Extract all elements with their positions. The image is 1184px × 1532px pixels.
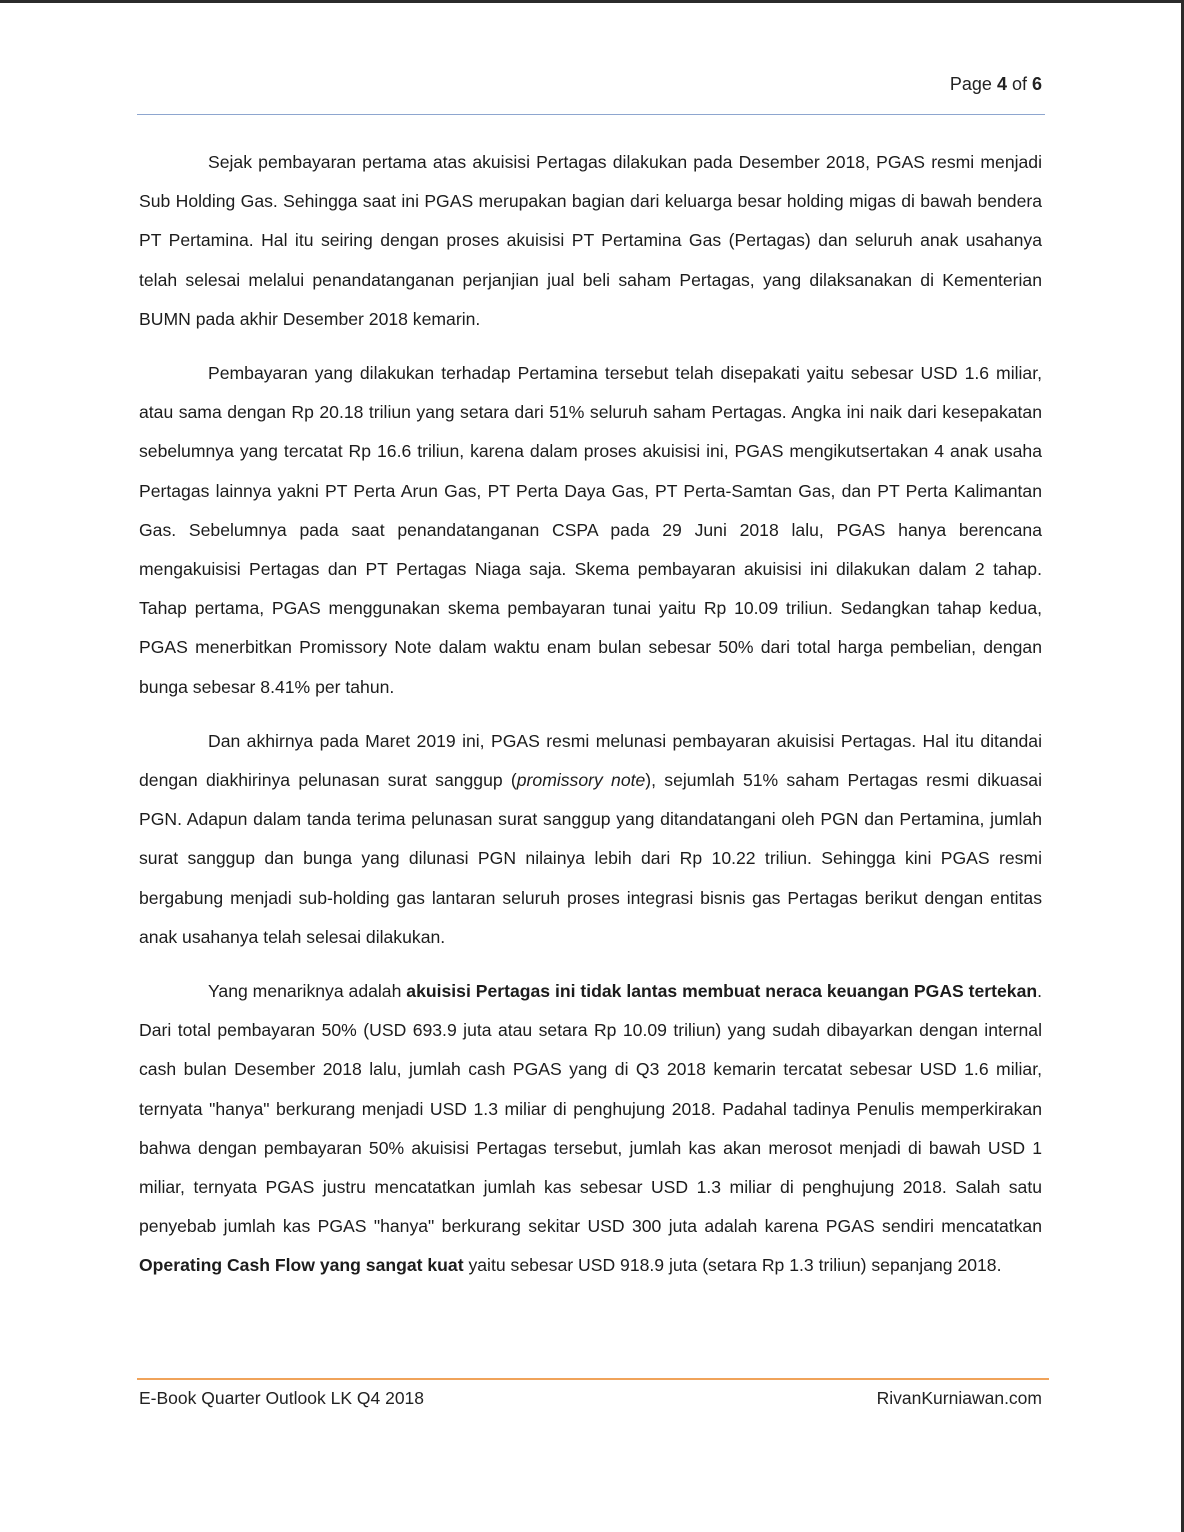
paragraph-3-text-a: Dan akhirnya pada Maret 2019 ini, PGAS resmi melunasi pembayaran akuisisi Pertagas. Hal itu ditandai dengan diakhirinya pelunasan surat sanggup ( xyxy=(139,730,1042,791)
paragraph-2: Pembayaran yang dilakukan terhadap Pertamina tersebut telah disepakati yaitu sebesar USD 1.6 miliar, atau sama dengan Rp 20.18 triliun yang setara dari 51% seluruh saham Pertagas. Angka ini naik dari kesepakatan sebelumnya yang tercatat Rp 16.6 triliun, karena dalam proses akuisisi ini, PGAS mengikutsertakan 4 anak usaha Pertagas lainnya yakni PT Perta Arun Gas, PT Perta Daya Gas, PT Perta-Samtan Gas, dan PT Perta Kalimantan Gas. Sebelumnya pada saat penandatanganan CSPA pada 29 Juni 2018 lalu, PGAS hanya berencana mengakuisisi Pertagas dan PT Pertagas Niaga saja. Skema pembayaran akuisisi ini dilakukan dalam 2 tahap. Tahap pertama, PGAS menggunakan skema pembayaran tunai yaitu Rp 10.09 triliun. Sedangkan tahap kedua, PGAS menerbitkan Promissory Note dalam waktu enam bulan sebesar 50% dari total harga pembelian, dengan bunga sebesar 8.41% per tahun. xyxy=(139,363,1042,697)
paragraph-3 xyxy=(139,722,1042,957)
paragraph-4 xyxy=(139,972,1042,1286)
paragraph-4-bold-2: Operating Cash Flow yang sangat kuat xyxy=(139,1255,464,1276)
paragraph-1: Sejak pembayaran pertama atas akuisisi Pertagas dilakukan pada Desember 2018, PGAS resmi menjadi Sub Holding Gas. Sehingga saat ini PGAS merupakan bagian dari keluarga besar holding migas di bawah bendera PT Pertamina. Hal itu seiring dengan proses akuisisi PT Pertamina Gas (Pertagas) dan seluruh anak usahanya telah selesai melalui penandatanganan perjanjian jual beli saham Pertagas, yang dilaksanakan di Kementerian BUMN pada akhir Desember 2018 kemarin. xyxy=(139,152,1042,329)
footer-ebook-title: E-Book Quarter Outlook LK Q4 2018 xyxy=(139,1388,425,1408)
page-border-top xyxy=(0,0,1184,3)
footer-divider xyxy=(137,1378,1049,1380)
header-divider xyxy=(137,114,1045,115)
page-number-current: 4 xyxy=(996,74,1007,94)
page-number-total: 6 xyxy=(1031,74,1042,94)
page-number xyxy=(950,74,1042,95)
article-body xyxy=(139,143,1042,1301)
paragraph-4-text-c: yaitu sebesar USD 918.9 juta (setara Rp 1.3 triliun) sepanjang 2018. xyxy=(463,1255,1002,1276)
paragraph-4-bold-1: akuisisi Pertagas ini tidak lantas membuat neraca keuangan PGAS tertekan xyxy=(406,981,1038,1002)
footer-website: RivanKurniawan.com xyxy=(876,1388,1042,1408)
paragraph-3-text-b: ), sejumlah 51% saham Pertagas resmi dikuasai PGN. Adapun dalam tanda terima pelunasan surat sanggup yang ditandatangani oleh PGN dan Pertamina, jumlah surat sanggup dan bunga yang dilunasi PGN nilainya lebih dari Rp 10.22 triliun. Sehingga kini PGAS resmi bergabung menjadi sub-holding gas lantaran seluruh proses integrasi bisnis gas Pertagas berikut dengan entitas anak usahanya telah selesai dilakukan. xyxy=(139,770,1042,947)
paragraph-4-text-a: Yang menariknya adalah xyxy=(208,981,407,1002)
page-number-prefix: Page xyxy=(949,74,997,94)
page-number-of: of xyxy=(1006,74,1032,94)
paragraph-4-text-b: . Dari total pembayaran 50% (USD 693.9 juta atau setara Rp 10.09 triliun) yang sudah dibayarkan dengan internal cash bulan Desember 2018 lalu, jumlah cash PGAS yang di Q3 2018 kemarin tercatat sebesar USD 1.6 miliar, ternyata "hanya" berkurang menjadi USD 1.3 miliar di penghujung 2018. Padahal tadinya Penulis memperkirakan bahwa dengan pembayaran 50% akuisisi Pertagas tersebut, jumlah kas akan merosot menjadi di bawah USD 1 miliar, ternyata PGAS justru mencatatkan jumlah kas sebesar USD 1.3 miliar di penghujung 2018. Salah satu penyebab jumlah kas PGAS "hanya" berkurang sekitar USD 300 juta adalah karena PGAS sendiri mencatatkan xyxy=(139,981,1042,1237)
paragraph-3-italic: promissory note xyxy=(516,770,646,791)
